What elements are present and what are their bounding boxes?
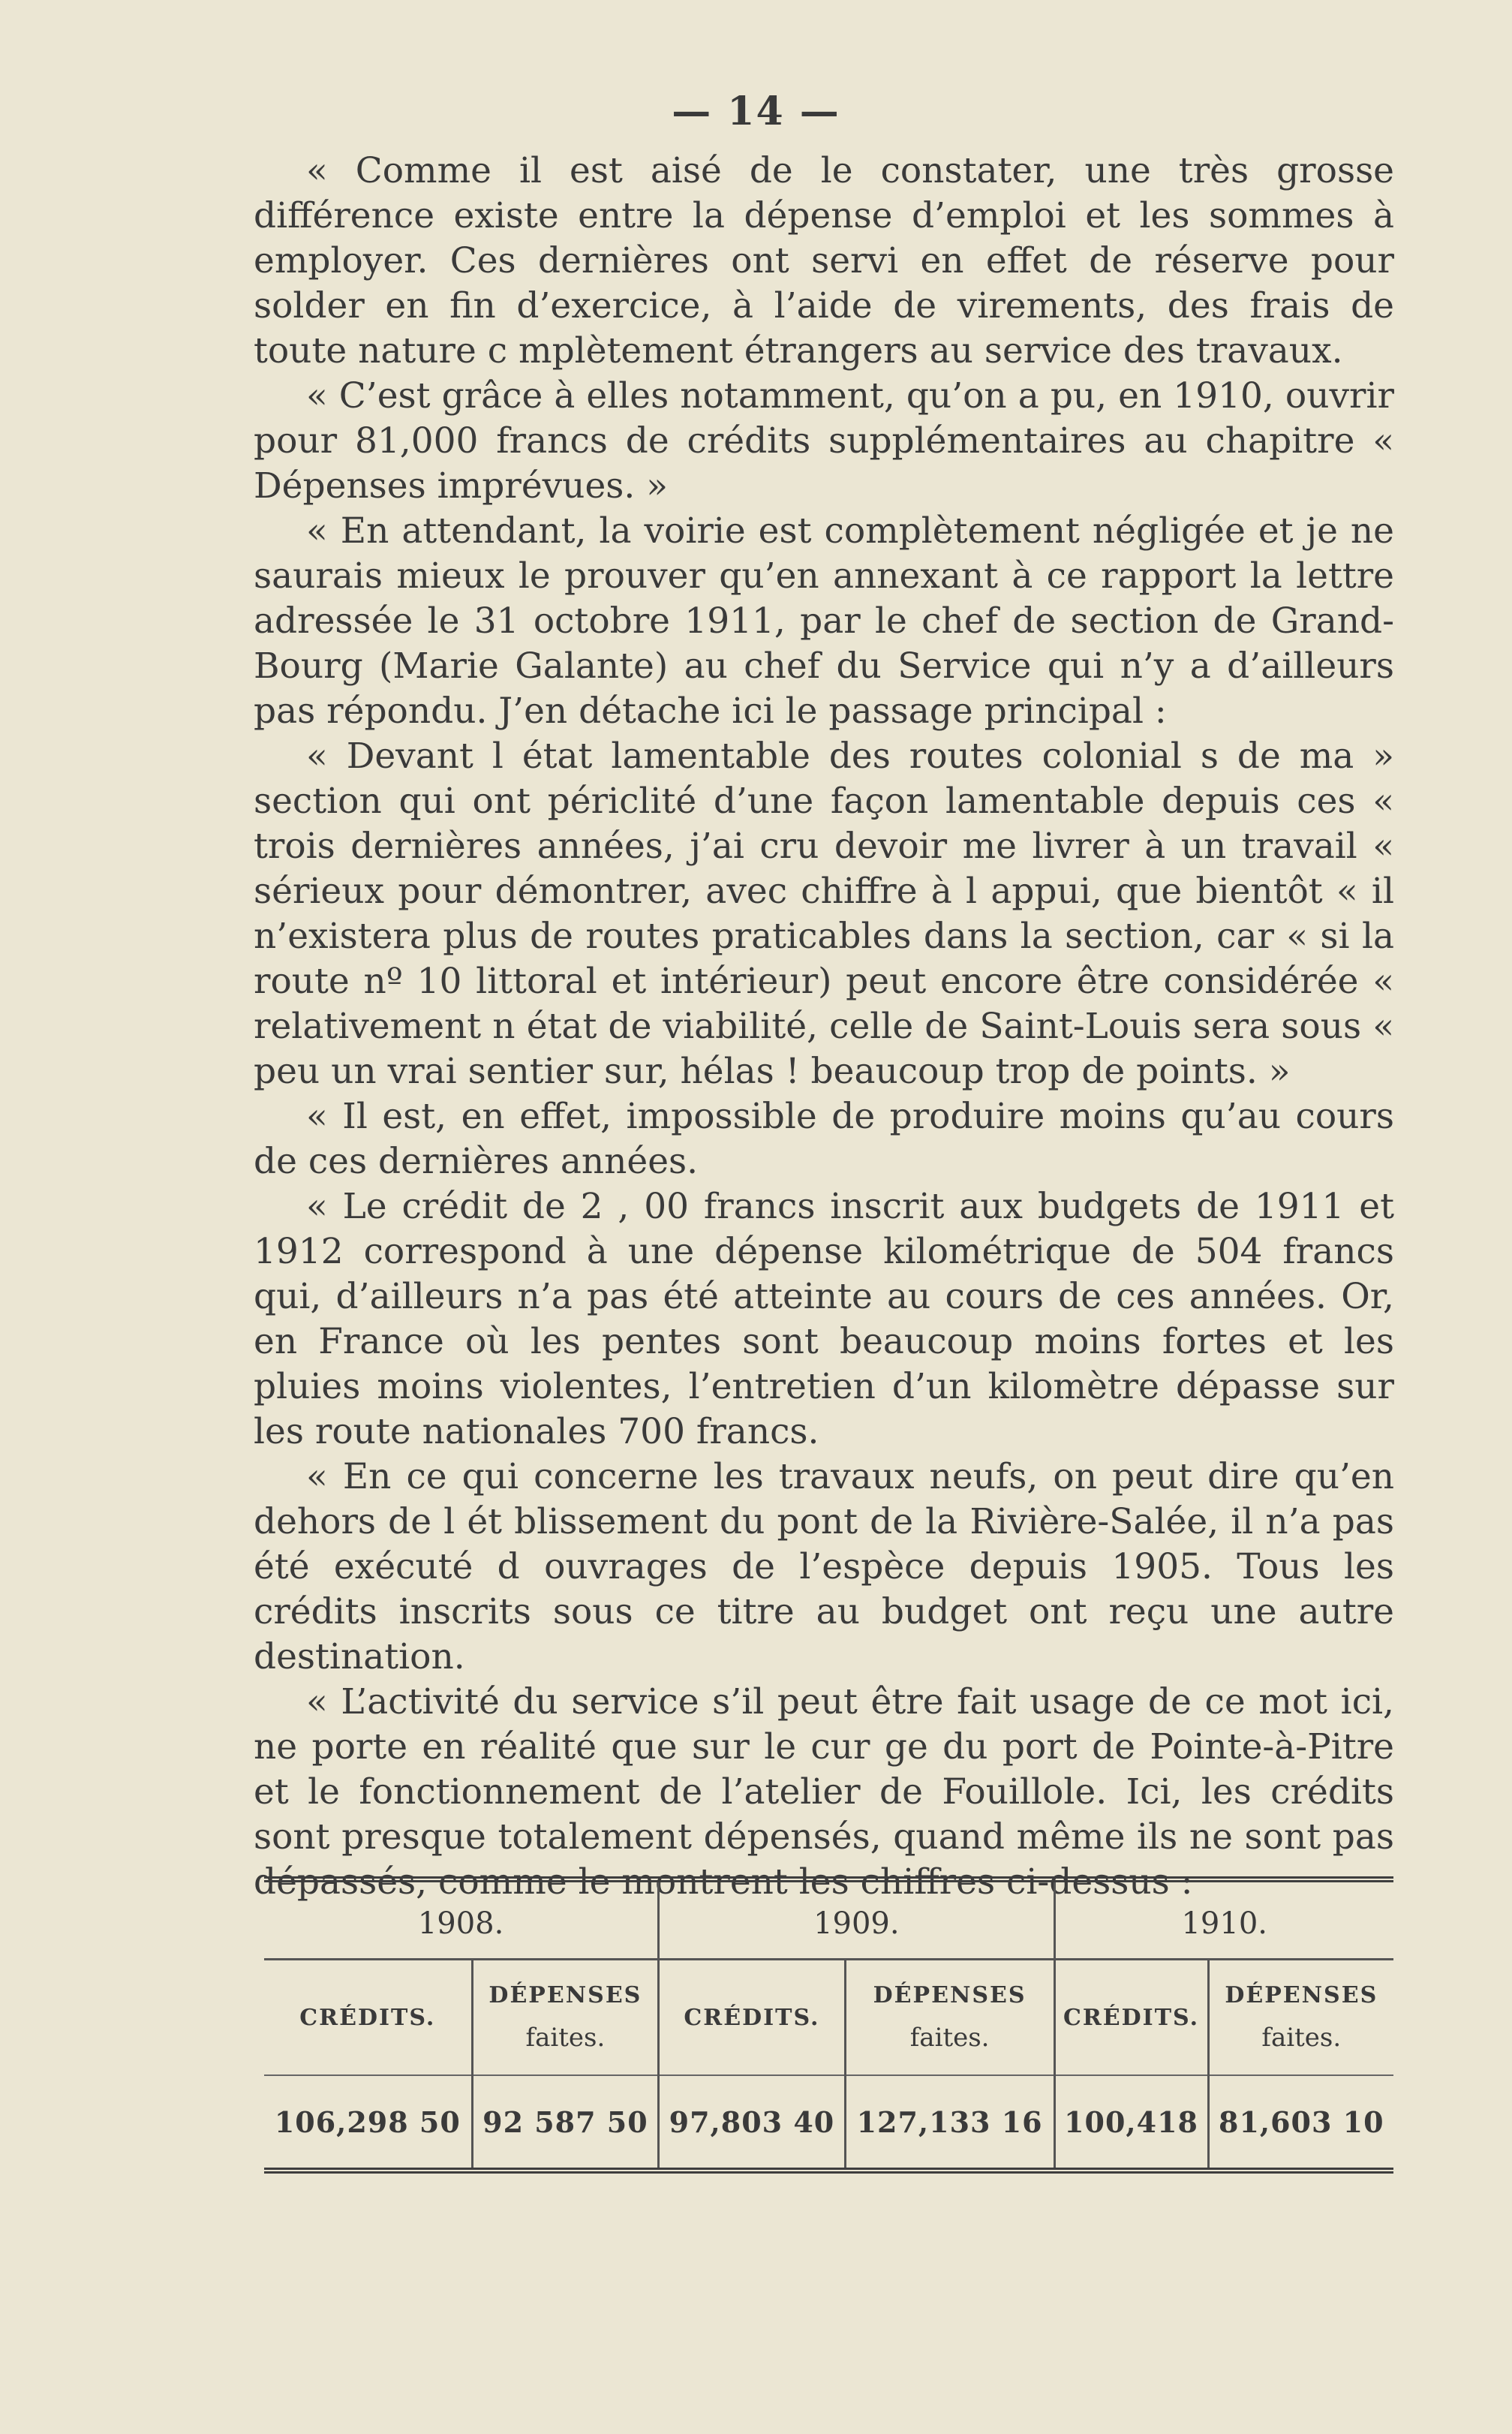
- year-header-1910: 1910.: [1054, 1879, 1393, 1960]
- credits-1908-cell: 106,298 50: [264, 2075, 472, 2171]
- depenses-label: DÉPENSES: [873, 1982, 1027, 2008]
- paragraph: « L’activité du service s’il peut être fait usage de ce mot ici, ne porte en réalité que sur le cur ge du port de Pointe-à-Pitre et le fonctionnement de l’atelier de Fouillole. Ici, les crédits sont presque totalement dépensés, quand même ils ne sont pas dépassés, comme le montrent les chiffres ci-dessus :: [254, 1681, 1394, 1903]
- table-row: [264, 2075, 1393, 2171]
- depenses-header: [1208, 1960, 1393, 2076]
- depenses-label: DÉPENSES: [1225, 1982, 1378, 2008]
- credits-1909-cell: 97,803 40: [659, 2075, 846, 2171]
- faites-label: faites.: [1261, 2023, 1342, 2053]
- body-text: [254, 149, 1394, 1905]
- paragraph: « En attendant, la voirie est complètement négligée et je ne saurais mieux le prouver qu’en annexant à ce rapport la lettre adressée le 31 octobre 1911, par le chef de section de Grand-Bourg (Marie Galante) au chef du Service qui n’y a d’ailleurs pas répondu. J’en détache ici le passage principal :: [254, 510, 1394, 732]
- depenses-1908-cell: 92 587 50: [472, 2075, 659, 2171]
- depenses-header: [472, 1960, 659, 2076]
- quoted-letter-paragraph: « Devant l état lamentable des routes colonial s de ma » section qui ont périclité d’une façon lamentable depuis ces « trois dernières années, j’ai cru devoir me livrer à un travail « sérieux pour démontrer, avec chiffre à l appui, que bientôt « il n’existera plus de routes praticables dans la section, car « si la route nº 10 littoral et intérieur) peut encore être considérée « relativement n état de viabilité, celle de Saint-Louis sera sous « peu un vrai sentier sur, hélas ! beaucoup trop de points. »: [254, 736, 1394, 1092]
- faites-label: faites.: [525, 2023, 606, 2053]
- credits-header: CRÉDITS.: [1054, 1960, 1208, 2076]
- table-subheader-row: [264, 1960, 1393, 2076]
- paragraph: « C’est grâce à elles notamment, qu’on a pu, en 1910, ouvrir pour 81,000 francs de crédits supplémentaires au chapitre « Dépenses imprévues. »: [254, 375, 1394, 507]
- faites-label: faites.: [909, 2023, 990, 2053]
- page-number: — 14 —: [672, 89, 840, 134]
- year-header-1908: 1908.: [264, 1879, 659, 1960]
- depenses-header: [845, 1960, 1054, 2076]
- credits-header: CRÉDITS.: [264, 1960, 472, 2076]
- year-header-1909: 1909.: [659, 1879, 1054, 1960]
- depenses-1910-cell: 81,603 10: [1219, 2105, 1384, 2139]
- depenses-label: DÉPENSES: [488, 1982, 642, 2008]
- paragraph: « En ce qui concerne les travaux neufs, on peut dire qu’en dehors de l ét blissement du pont de la Rivière-Salée, il n’a pas été exécuté d ouvrages de l’espèce depuis 1905. Tous les crédits inscrits sous ce titre au budget ont reçu une autre destination.: [254, 1456, 1394, 1677]
- paragraph: « Comme il est aisé de le constater, une très grosse différence existe entre la dépense d’emploi et les sommes à employer. Ces dernières ont servi en effet de réserve pour solder en fin d’exercice, à l’aide de virements, des frais de toute nature c mplètement étrangers au service des travaux.: [254, 150, 1394, 372]
- table-year-row: [264, 1879, 1393, 1960]
- paragraph: « Le crédit de 2 , 00 francs inscrit aux budgets de 1911 et 1912 correspond à une dépense kilométrique de 504 francs qui, d’ailleurs n’a pas été atteinte au cours de ces années. Or, en France où les pentes sont beaucoup moins fortes et les pluies moins violentes, l’entretien d’un kilomètre dépasse sur les route nationales 700 francs.: [254, 1186, 1394, 1452]
- depenses-1909-cell: 127,133 16: [845, 2075, 1054, 2171]
- credits-header: CRÉDITS.: [659, 1960, 846, 2076]
- credits-1910-cell: 100,418: [1054, 2075, 1208, 2171]
- spending-table: [264, 1876, 1393, 2174]
- paragraph: « Il est, en effet, impossible de produire moins qu’au cours de ces dernières années.: [254, 1096, 1394, 1182]
